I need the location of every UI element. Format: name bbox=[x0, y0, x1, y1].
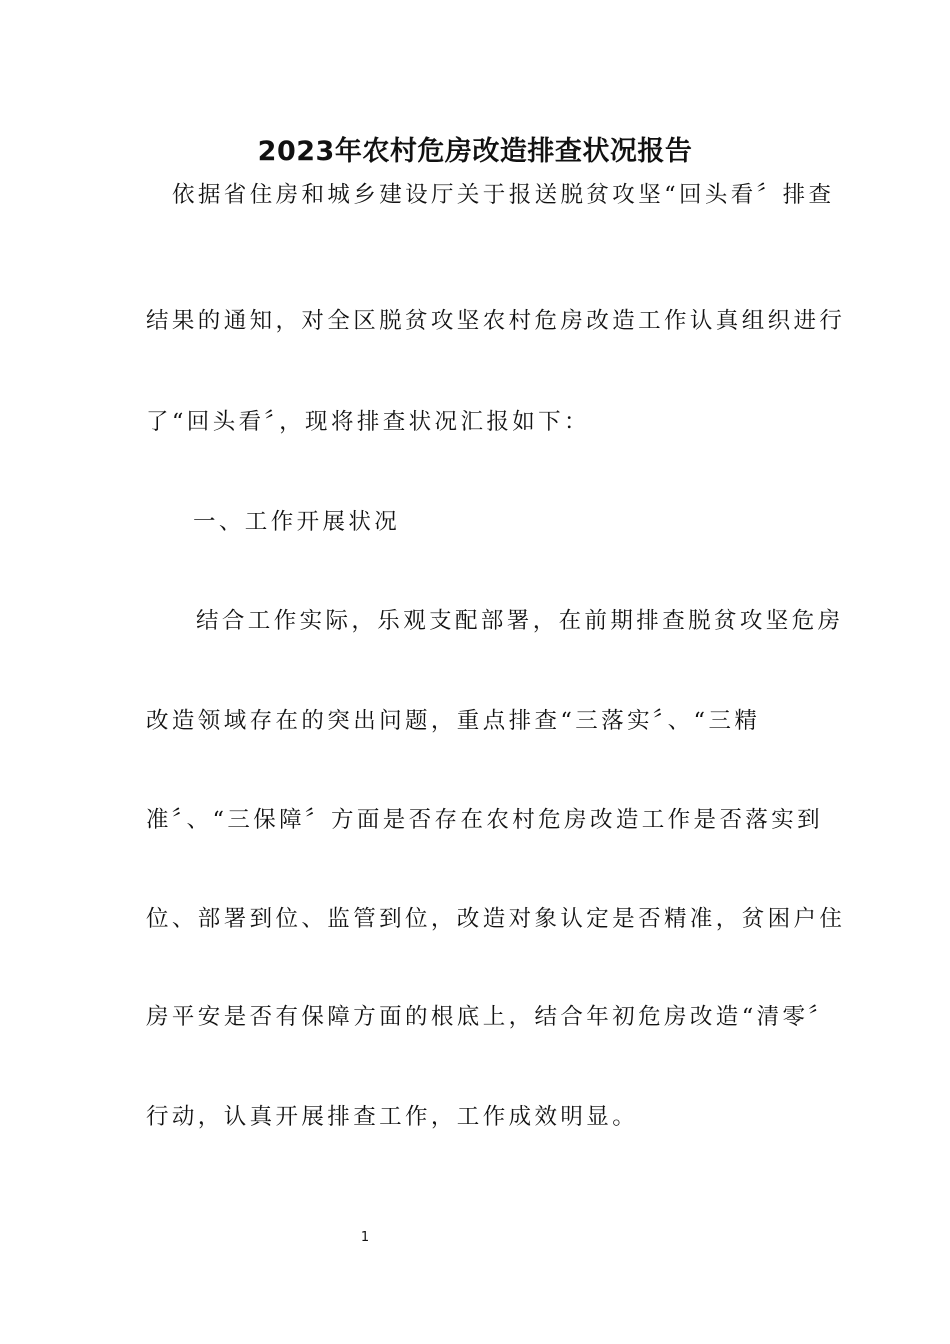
paragraph2-line-3: 准〞、“三保障〞方面是否存在农村危房改造工作是否落实到 bbox=[146, 807, 824, 833]
paragraph2-line-1: 结合工作实际，乐观支配部署，在前期排查脱贫攻坚危房 bbox=[196, 608, 844, 634]
paragraph2-line-5: 房平安是否有保障方面的根底上，结合年初危房改造“清零〞 bbox=[146, 1004, 835, 1030]
page-number: 1 bbox=[360, 1230, 370, 1245]
paragraph1-line-2: 结果的通知，对全区脱贫攻坚农村危房改造工作认真组织进行 bbox=[146, 308, 846, 334]
paragraph2-line-4: 位、部署到位、监管到位，改造对象认定是否精准，贫困户住 bbox=[146, 906, 846, 932]
paragraph2-line-6: 行动，认真开展排查工作，工作成效明显。 bbox=[146, 1104, 639, 1130]
paragraph1-line-1: 依据省住房和城乡建设厅关于报送脱贫攻坚“回头看〞排查 bbox=[172, 182, 835, 208]
document-title: 2023年农村危房改造排查状况报告 bbox=[257, 136, 693, 167]
section-heading: 一、工作开展状况 bbox=[193, 509, 401, 535]
paragraph1-line-3: 了“回头看〞，现将排查状况汇报如下： bbox=[146, 409, 590, 435]
paragraph2-line-2: 改造领域存在的突出问题，重点排查“三落实〞、“三精 bbox=[146, 708, 761, 734]
